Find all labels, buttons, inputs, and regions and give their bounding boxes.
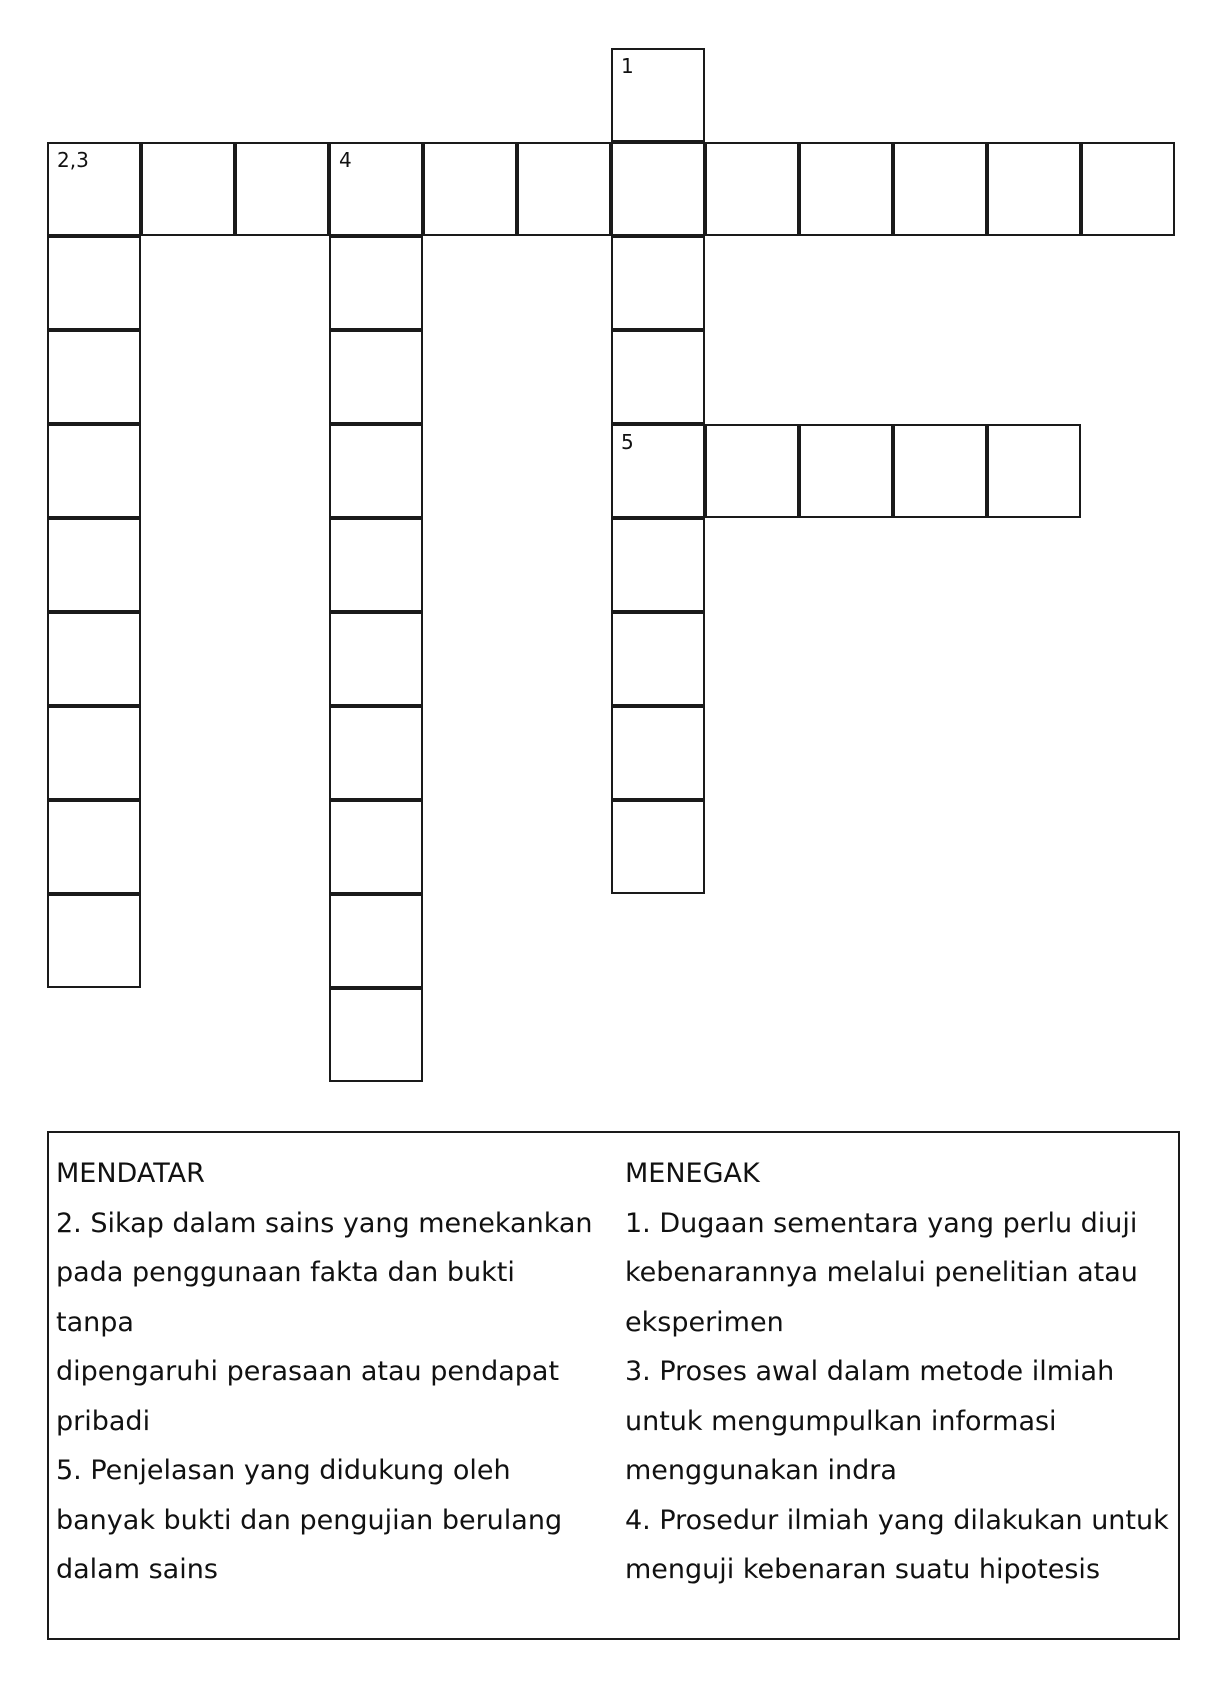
grid-cell[interactable] bbox=[47, 236, 141, 330]
grid-cell[interactable] bbox=[329, 894, 423, 988]
grid-cell[interactable] bbox=[329, 236, 423, 330]
grid-cell[interactable] bbox=[893, 424, 987, 518]
grid-cell[interactable] bbox=[987, 424, 1081, 518]
grid-cell[interactable] bbox=[47, 800, 141, 894]
grid-cell[interactable] bbox=[235, 142, 329, 236]
grid-cell[interactable] bbox=[47, 518, 141, 612]
across-clues bbox=[56, 1149, 601, 1595]
grid-cell[interactable] bbox=[329, 424, 423, 518]
grid-cell[interactable] bbox=[611, 48, 705, 142]
grid-cell[interactable] bbox=[1081, 142, 1175, 236]
grid-cell[interactable] bbox=[611, 424, 705, 518]
grid-cell[interactable] bbox=[611, 236, 705, 330]
down-clue-4: 4. Prosedur ilmiah yang dilakukan untuk menguji kebenaran suatu hipotesis bbox=[625, 1504, 1169, 1585]
grid-cell[interactable] bbox=[611, 142, 705, 236]
grid-cell[interactable] bbox=[611, 800, 705, 894]
grid-cell[interactable] bbox=[329, 518, 423, 612]
down-clue-3: 3. Proses awal dalam metode ilmiah untuk mengumpulkan informasi menggunakan indra bbox=[625, 1356, 1115, 1486]
grid-cell[interactable] bbox=[611, 706, 705, 800]
grid-cell[interactable] bbox=[47, 706, 141, 800]
grid-cell[interactable] bbox=[517, 142, 611, 236]
clue-number: 2,3 bbox=[57, 148, 89, 172]
grid-cell[interactable] bbox=[329, 142, 423, 236]
grid-cell[interactable] bbox=[329, 800, 423, 894]
grid-cell[interactable] bbox=[47, 894, 141, 988]
down-heading: MENEGAK bbox=[625, 1158, 760, 1189]
clue-number: 5 bbox=[621, 430, 634, 454]
across-heading: MENDATAR bbox=[56, 1158, 205, 1189]
grid-cell[interactable] bbox=[329, 706, 423, 800]
grid-cell[interactable] bbox=[47, 612, 141, 706]
down-clues bbox=[625, 1149, 1175, 1595]
grid-cell[interactable] bbox=[47, 424, 141, 518]
grid-cell[interactable] bbox=[611, 612, 705, 706]
grid-cell[interactable] bbox=[47, 330, 141, 424]
clue-number: 4 bbox=[339, 148, 352, 172]
grid-cell[interactable] bbox=[799, 142, 893, 236]
grid-cell[interactable] bbox=[329, 330, 423, 424]
grid-cell[interactable] bbox=[611, 518, 705, 612]
clues-box bbox=[47, 1131, 1180, 1640]
grid-cell[interactable] bbox=[329, 988, 423, 1082]
grid-cell[interactable] bbox=[329, 612, 423, 706]
grid-cell[interactable] bbox=[47, 142, 141, 236]
grid-cell[interactable] bbox=[987, 142, 1081, 236]
grid-cell[interactable] bbox=[705, 142, 799, 236]
grid-cell[interactable] bbox=[423, 142, 517, 236]
grid-cell[interactable] bbox=[611, 330, 705, 424]
across-clue-2: 2. Sikap dalam sains yang menekankan pada penggunaan fakta dan bukti tanpa dipengaruhi perasaan atau pendapat pribadi bbox=[56, 1207, 593, 1437]
grid-cell[interactable] bbox=[893, 142, 987, 236]
grid-cell[interactable] bbox=[141, 142, 235, 236]
across-clue-5: 5. Penjelasan yang didukung oleh banyak bukti dan pengujian berulang dalam sains bbox=[56, 1455, 563, 1585]
clue-number: 1 bbox=[621, 54, 634, 78]
down-clue-1: 1. Dugaan sementara yang perlu diuji kebenarannya melalui penelitian atau eksperimen bbox=[625, 1207, 1138, 1338]
grid-cell[interactable] bbox=[705, 424, 799, 518]
grid-cell[interactable] bbox=[799, 424, 893, 518]
